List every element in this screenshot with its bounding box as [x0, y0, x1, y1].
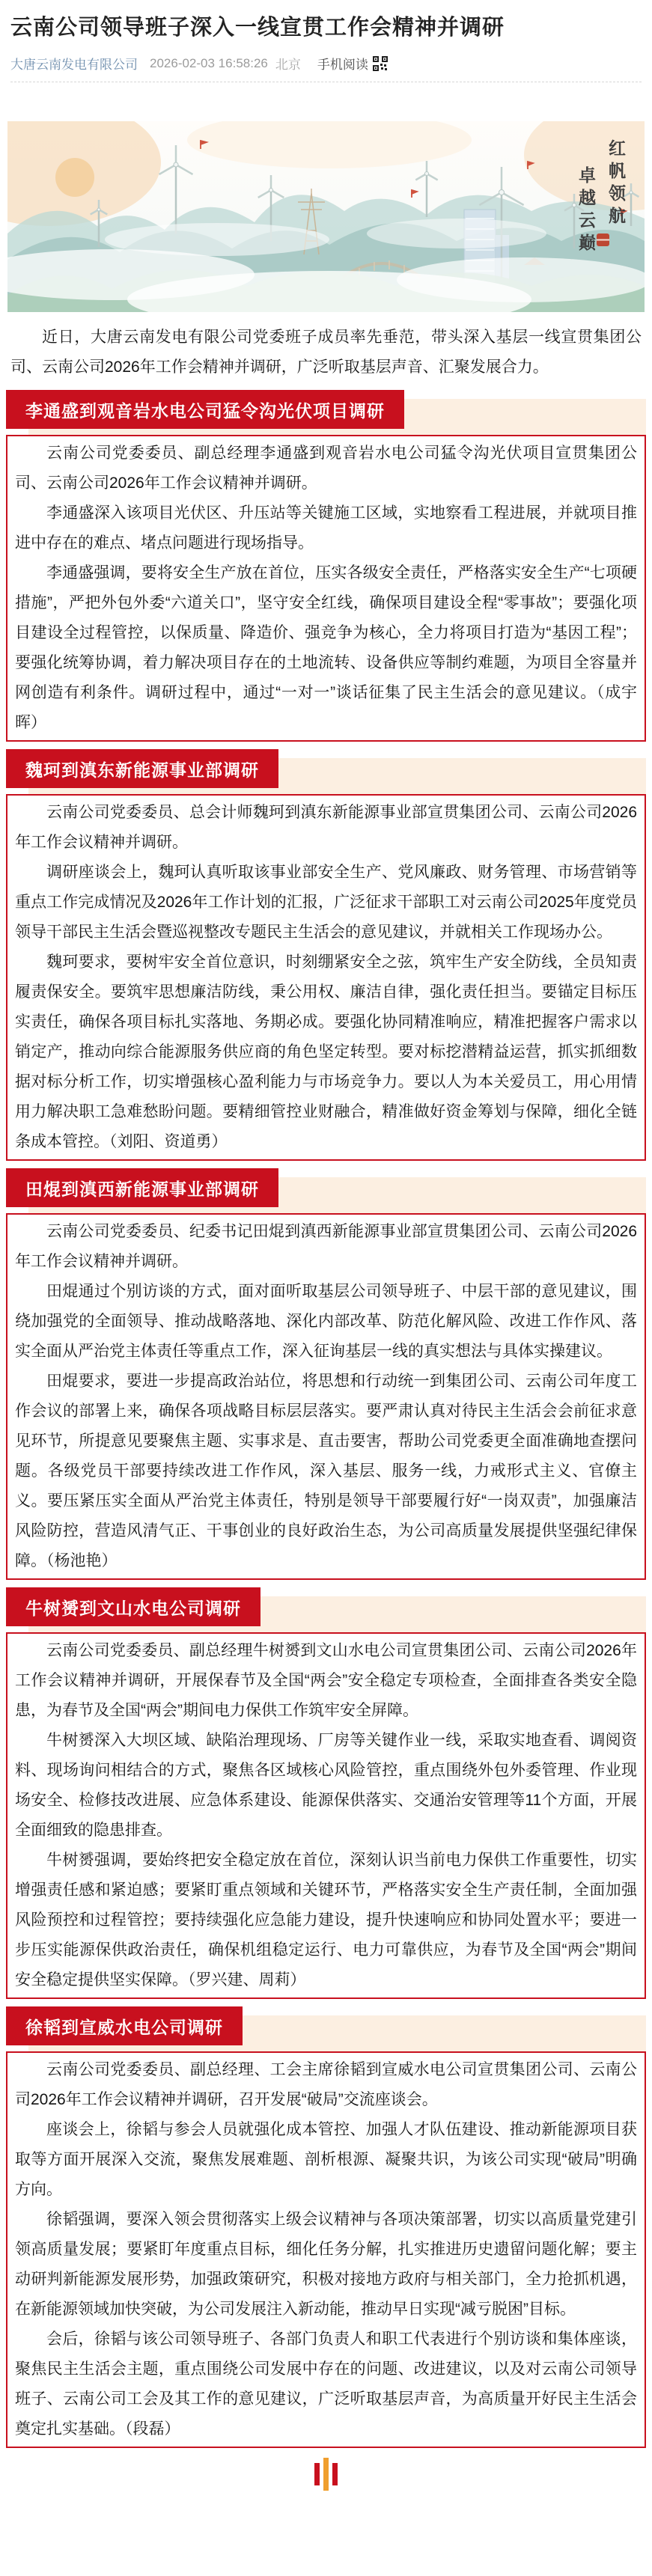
mobile-read-label: 手机阅读 — [317, 58, 368, 73]
mobile-read-link[interactable] — [317, 54, 388, 73]
paragraph: 田焜通过个别访谈的方式，面对面听取基层公司领导班子、中层干部的意见建议，围绕加强党的全面领导、推动战略落地、深化内部改革、防范化解风险、改进工作作风、落实全面从严治党主体责任等重点工作，深入征询基层一线的真实想法与具体实操建议。 — [15, 1283, 637, 1361]
section-weike — [6, 749, 646, 1161]
section-xutao — [6, 2006, 646, 2448]
section-title: 牛树赟到文山水电公司调研 — [6, 1587, 261, 1626]
section-title: 李通盛到观音岩水电公司猛令沟光伏项目调研 — [6, 390, 404, 429]
paragraph: 魏珂要求，要树牢安全首位意识，时刻绷紧安全之弦，筑牢生产安全防线，全员知责履责保安全。要筑牢思想廉洁防线，秉公用权、廉洁自律，强化责任担当。要锚定目标压实责任，确保各项目标扎实落地、务期必成。要强化协同精准响应，精准把握客户需求以销定产，推动向综合能源服务供应商的角色坚定转型。要对标挖潜精益运营，抓实抓细数据对标分析工作，切实增强核心盈利能力与市场竞争力。要以人为本关爱员工，用心用情用力解决职工急难愁盼问题。要精细管控业财融合，精准做好资金筹划与保障，细化全链条成本管控。（刘阳、资道勇） — [15, 953, 637, 1151]
paragraph: 田焜要求，要进一步提高政治站位，将思想和行动统一到集团公司、云南公司年度工作会议的部署上来，确保各项战略目标层层落实。要严肃认真对待民主生活会会前征求意见环节，所提意见要聚焦主题、实事求是、直击要害，帮助公司党委更全面准确地查摆问题。各级党员干部要持续改进工作作风，深入基层、服务一线，力戒形式主义、官僚主义。要压紧压实全面从严治党主体责任，特别是领导干部要履行好“一岗双责”，加强廉洁风险防控，营造风清气正、干事创业的良好政治生态，为公司高质量发展提供坚强纪律保障。（杨池艳） — [15, 1373, 637, 1570]
paragraph: 云南公司党委委员、纪委书记田焜到滇西新能源事业部宣贯集团公司、云南公司2026年工作会议精神并调研。 — [15, 1223, 637, 1271]
paragraph: 云南公司党委委员、副总经理李通盛到观音岩水电公司猛令沟光伏项目宣贯集团公司、云南公司2026年工作会议精神并调研。 — [15, 445, 637, 492]
section-tiankun — [6, 1168, 646, 1580]
section-title: 魏珂到滇东新能源事业部调研 — [6, 749, 278, 788]
paragraph: 牛树赟强调，要始终把安全稳定放在首位，深刻认识当前电力保供工作重要性，切实增强责任感和紧迫感；要紧盯重点领域和关键环节，严格落实安全生产责任制，全面加强风险预控和过程管控；要持续强化应急能力建设，提升快速响应和协同处置水平；要进一步压实能源保供政治责任，确保机组稳定运行、电力可靠供应，为春节及全国“两会”期间安全稳定提供坚实保障。（罗兴建、周莉） — [15, 1852, 637, 1989]
section-body — [6, 435, 646, 742]
section-header — [6, 1587, 646, 1626]
publish-datetime: 2026-02-03 16:58:26 — [150, 55, 268, 70]
page-title: 云南公司领导班子深入一线宣贯工作会精神并调研 — [10, 16, 505, 40]
section-body — [6, 1213, 646, 1580]
section-header — [6, 749, 646, 788]
paragraph: 座谈会上，徐韬与参会人员就强化成本管控、加强人才队伍建设、推动新能源项目获取等方面开展深入交流，聚焦发展难题、剖析根源、凝聚共识，为该公司实现“破局”明确方向。 — [15, 2121, 637, 2199]
section-body — [6, 1632, 646, 1999]
paragraph: 云南公司党委委员、副总经理牛树赟到文山水电公司宣贯集团公司、云南公司2026年工作会议精神并调研，开展保春节及全国“两会”安全稳定专项检查，全面排查各类安全隐患，为春节及全国“两会”期间电力保供工作筑牢安全屏障。 — [15, 1642, 637, 1720]
section-header — [6, 390, 646, 429]
paragraph: 徐韬强调，要深入领会贯彻落实上级会议精神与各项决策部署，切实以高质量党建引领高质量发展；要紧盯年度重点目标，细化任务分解，扎实推进历史遗留问题化解；要主动研判新能源发展形势，加强政策研究，积极对接地方政府与相关部门，全力抢抓机遇，在新能源领域加快突破，为公司发展注入新动能，推动早日实现“减亏脱困”目标。 — [15, 2211, 637, 2319]
section-header — [6, 1168, 646, 1207]
section-header — [6, 2006, 646, 2045]
paragraph: 李通盛强调，要将安全生产放在首位，压实各级安全责任，严格落实安全生产“七项硬措施”，严把外包外委“六道关口”，坚守安全红线，确保项目建设全程“零事故”；要强化项目建设全过程管控，以保质量、降造价、强竞争为核心，全力将项目打造为“基因工程”；要强化统筹协调，着力解决项目存在的土地流转、设备供应等制约难题，为项目全容量并网创造有利条件。调研过程中，通过“一对一”谈话征集了民主生活会的意见建议。（成宇晖） — [15, 564, 637, 732]
section-niushuyun — [6, 1587, 646, 1999]
publish-location: 北京 — [275, 58, 301, 73]
red-seal-icon — [597, 234, 609, 246]
logo-bar-center — [323, 2458, 329, 2491]
calligraphy-column-2: 卓越云巅 — [576, 166, 596, 257]
paragraph: 云南公司党委委员、副总经理、工会主席徐韬到宣威水电公司宣贯集团公司、云南公司2026年工作会议精神并调研，召开发展“破局”交流座谈会。 — [15, 2061, 637, 2109]
paragraph: 李通盛深入该项目光伏区、升压站等关键施工区域，实地察看工程进展，并就项目推进中存在的难点、堵点问题进行现场指导。 — [15, 504, 637, 552]
logo-bar-left — [314, 2463, 320, 2485]
paragraph: 调研座谈会上，魏珂认真听取该事业部安全生产、党风廉政、财务管理、市场营销等重点工作完成情况及2026年工作计划的汇报，广泛征求干部职工对云南公司2025年度党员领导干部民主生活会暨巡视整改专题民主生活会的意见建议，并就相关工作现场办公。 — [15, 864, 637, 941]
calligraphy-column-1: 红帆领航 — [606, 139, 626, 230]
source-link[interactable]: 大唐云南发电有限公司 — [10, 58, 138, 73]
paragraph: 牛树赟深入大坝区域、缺陷治理现场、厂房等关键作业一线，采取实地查看、调阅资料、现场询问相结合的方式，聚焦各区域核心风险管控，重点围绕外包外委管理、作业现场安全、检修技改进展、应急体系建设、能源保供落实、交通治安管理等11个方面，开展全面细致的隐患排查。 — [15, 1732, 637, 1840]
section-body — [6, 2051, 646, 2448]
qr-code-icon[interactable] — [373, 56, 388, 71]
byline-row — [10, 54, 642, 82]
logo-bar-right — [332, 2463, 338, 2485]
section-body — [6, 794, 646, 1161]
paragraph: 会后，徐韬与该公司领导班子、各部门负责人和职工代表进行个别访谈和集体座谈，聚焦民主生活会主题，重点围绕公司发展中存在的问题、改进建议，以及对云南公司领导班子、云南公司工会及其工作的意见建议，广泛听取基层声音，为高质量开好民主生活会奠定扎实基础。（段磊） — [15, 2331, 637, 2438]
footer-three-bars-logo-icon — [0, 2457, 652, 2491]
section-title: 田焜到滇西新能源事业部调研 — [6, 1168, 278, 1207]
paragraph: 云南公司党委委员、总会计师魏珂到滇东新能源事业部宣贯集团公司、云南公司2026年工作会议精神并调研。 — [15, 804, 637, 852]
intro-paragraph: 近日，大唐云南发电有限公司党委班子成员率先垂范，带头深入基层一线宣贯集团公司、云南公司2026年工作会精神并调研，广泛听取基层声音、汇聚发展合力。 — [10, 329, 642, 376]
section-title: 徐韬到宣威水电公司调研 — [6, 2006, 243, 2045]
section-litongsheng — [6, 390, 646, 742]
banner-illustration — [7, 121, 645, 312]
watercolor-landscape-graphic — [7, 121, 645, 312]
